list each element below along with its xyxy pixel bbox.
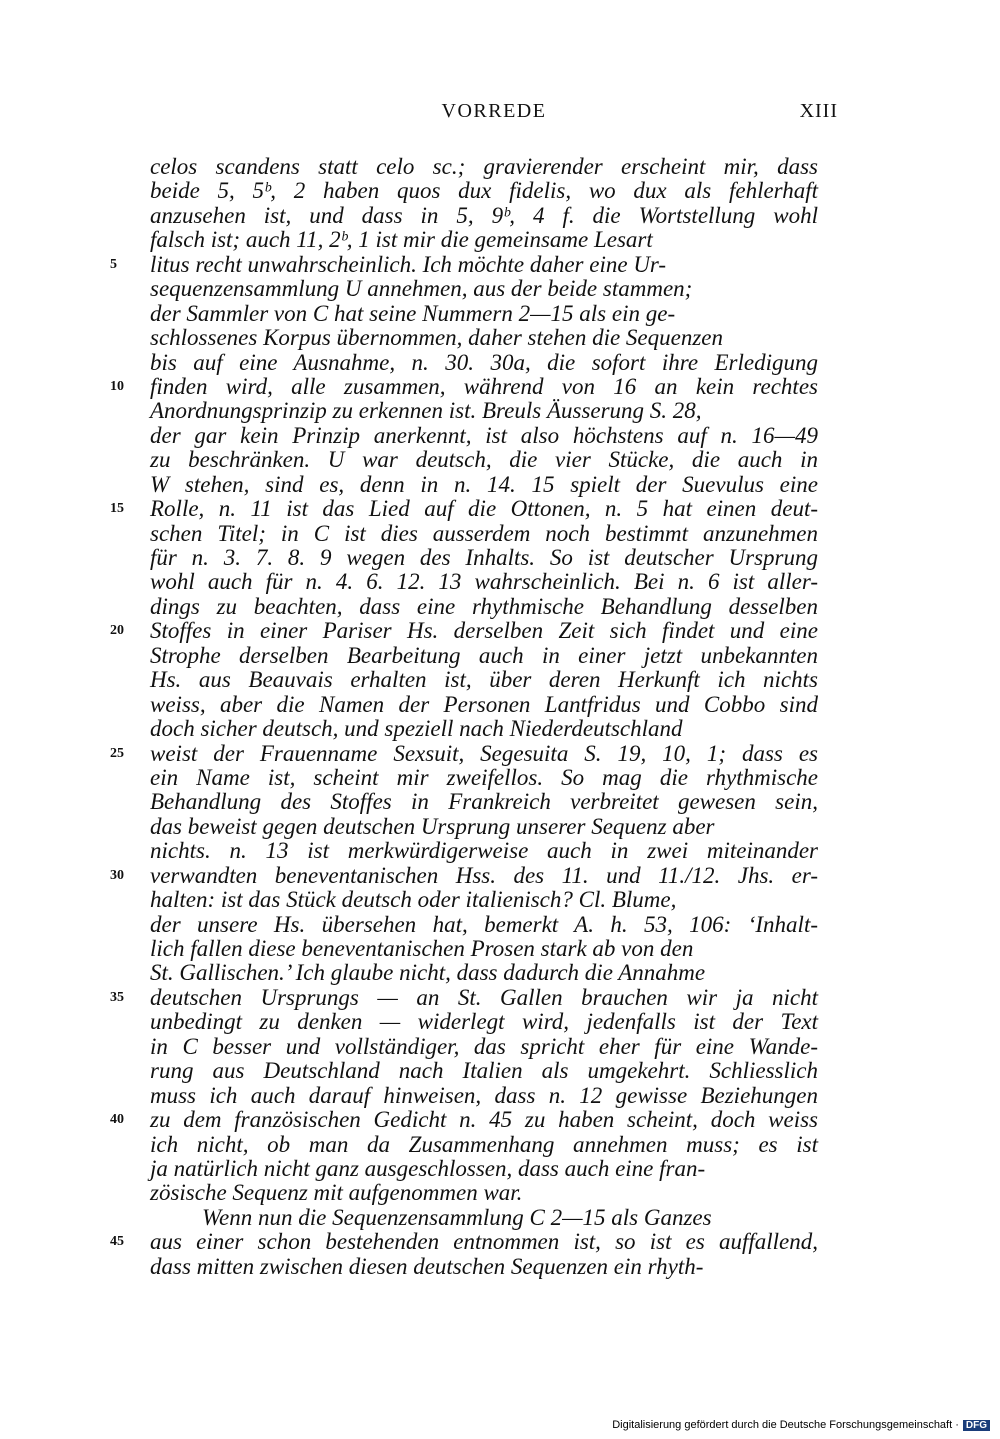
line-number: 35 xyxy=(110,989,124,1005)
line-text: Stoffes in einer Pariser Hs. derselben Zeit sich findet und eine xyxy=(150,618,818,644)
line-text: bis auf eine Ausnahme, n. 30. 30a, die sofort ihre Erledigung xyxy=(150,349,818,375)
line-text: der unsere Hs. übersehen hat, bemerkt A. h. 53, 106: ‘Inhalt- xyxy=(150,911,818,937)
text-line xyxy=(110,862,818,888)
text-line xyxy=(110,373,818,399)
text-line xyxy=(150,790,818,814)
text-line xyxy=(150,1084,818,1108)
line-text: Anordnungsprinzip zu erkennen ist. Breuls Äusserung S. 28, xyxy=(150,398,702,424)
text-line xyxy=(150,228,818,252)
text-line xyxy=(150,302,818,326)
line-text: weist der Frauenname Sexsuit, Segesuita S. 19, 10, 1; dass es xyxy=(150,740,818,766)
text-line xyxy=(150,204,818,228)
line-text: doch sicher deutsch, und speziell nach Niederdeutschland xyxy=(150,716,683,742)
text-line xyxy=(150,1255,818,1279)
line-text: Behandlung des Stoffes in Frankreich verbreitet gewesen sein, xyxy=(150,789,818,815)
text-line xyxy=(150,1010,818,1034)
line-text: das beweist gegen deutschen Ursprung unserer Sequenz aber xyxy=(150,813,715,839)
text-line xyxy=(150,644,818,668)
text-line xyxy=(150,839,818,863)
text-line xyxy=(150,815,818,839)
line-text: rung aus Deutschland nach Italien als umgekehrt. Schliesslich xyxy=(150,1058,818,1084)
text-line xyxy=(150,155,818,179)
line-text: beide 5, 5ᵇ, 2 haben quos dux fidelis, wo dux als fehlerhaft xyxy=(150,178,818,204)
text-line xyxy=(150,277,818,301)
text-line xyxy=(110,740,818,766)
body-text xyxy=(110,154,818,1279)
text-line xyxy=(150,1157,818,1181)
line-number: 25 xyxy=(110,745,124,761)
line-text: der Sammler von C hat seine Nummern 2—15 als ein ge- xyxy=(150,300,676,326)
line-text: zu beschränken. U war deutsch, die vier Stücke, die auch in xyxy=(150,447,818,473)
line-text: litus recht unwahrscheinlich. Ich möchte daher eine Ur- xyxy=(150,251,667,277)
line-number: 30 xyxy=(110,867,124,883)
line-text: ein Name ist, scheint mir zweifellos. So mag die rhythmische xyxy=(150,764,818,790)
line-text: anzusehen ist, und dass in 5, 9ᵇ, 4 f. die Wortstellung wohl xyxy=(150,202,818,228)
line-number: 10 xyxy=(110,378,124,394)
text-line xyxy=(150,937,818,961)
running-title: VORREDE xyxy=(441,100,547,122)
text-line xyxy=(150,961,818,985)
line-text: dings zu beachten, dass eine rhythmische Behandlung desselben xyxy=(150,593,818,619)
line-text: Wenn nun die Sequenzensammlung C 2—15 als Ganzes xyxy=(202,1204,712,1230)
line-number: 15 xyxy=(110,501,124,517)
line-text: falsch ist; auch 11, 2ᵇ, 1 ist mir die gemeinsame Lesart xyxy=(150,227,653,253)
line-number: 40 xyxy=(110,1112,124,1128)
line-text: für n. 3. 7. 8. 9 wegen des Inhalts. So ist deutscher Ursprung xyxy=(150,545,818,570)
text-line xyxy=(150,693,818,717)
text-line xyxy=(150,546,818,570)
text-line xyxy=(150,1133,818,1157)
funding-footer xyxy=(612,1419,990,1431)
line-text: zösische Sequenz mit aufgenommen war. xyxy=(150,1180,523,1206)
line-text: schlossenes Korpus übernommen, daher stehen die Sequenzen xyxy=(150,325,723,351)
text-line xyxy=(150,595,818,619)
line-text: verwandten beneventanischen Hss. des 11. und 11./12. Jhs. er- xyxy=(150,862,818,888)
line-text: unbedingt zu denken — widerlegt wird, jedenfalls ist der Text xyxy=(150,1009,818,1035)
line-text: schen Titel; in C ist dies ausserdem noch bestimmt anzunehmen xyxy=(150,520,818,546)
line-text: aus einer schon bestehenden entnommen ist, so ist es auffallend, xyxy=(150,1229,818,1255)
line-text: wohl auch für n. 4. 6. 12. 13 wahrscheinlich. Bei n. 6 ist aller- xyxy=(150,569,818,595)
line-text: deutschen Ursprungs — an St. Gallen brauchen wir ja nicht xyxy=(150,984,818,1010)
dfg-logo: DFG xyxy=(963,1420,990,1431)
line-text: lich fallen diese beneventanischen Prosen stark ab von den xyxy=(150,936,694,961)
line-text: zu dem französischen Gedicht n. 45 zu haben scheint, doch weiss xyxy=(150,1107,818,1133)
text-line xyxy=(150,424,818,448)
running-header xyxy=(150,100,838,130)
line-text: nichts. n. 13 ist merkwürdigerweise auch in zwei miteinander xyxy=(150,838,818,864)
text-line xyxy=(150,1206,818,1230)
line-number: 45 xyxy=(110,1234,124,1250)
text-line xyxy=(110,1107,818,1133)
line-text: sequenzensammlung U annehmen, aus der beide stammen; xyxy=(150,276,693,302)
line-text: muss ich auch darauf hinweisen, dass n. 12 gewisse Beziehungen xyxy=(150,1082,818,1108)
line-text: dass mitten zwischen diesen deutschen Sequenzen ein rhyth- xyxy=(150,1253,704,1279)
line-number: 20 xyxy=(110,623,124,639)
line-text: finden wird, alle zusammen, während von 16 an kein rechtes xyxy=(150,373,818,399)
line-text: celos scandens statt celo sc.; gravierender erscheint mir, dass xyxy=(150,154,818,179)
text-line xyxy=(150,766,818,790)
text-line xyxy=(150,351,818,375)
line-number: 5 xyxy=(110,256,117,272)
text-line xyxy=(150,179,818,203)
text-line xyxy=(150,473,818,497)
text-line xyxy=(150,448,818,472)
text-line xyxy=(110,618,818,644)
text-line xyxy=(150,1035,818,1059)
line-text: ich nicht, ob man da Zusammenhang annehmen muss; es ist xyxy=(150,1131,818,1157)
text-line xyxy=(110,984,818,1010)
text-line xyxy=(150,717,818,741)
text-line xyxy=(150,1181,818,1205)
line-text: W stehen, sind es, denn in n. 14. 15 spielt der Suevulus eine xyxy=(150,471,818,497)
text-line xyxy=(110,1229,818,1255)
funding-note: Digitalisierung gefördert durch die Deutsche Forschungsgemeinschaft · xyxy=(612,1419,959,1431)
line-text: St. Gallischen.’ Ich glaube nicht, dass dadurch die Annahme xyxy=(150,960,706,986)
text-line xyxy=(110,251,818,277)
line-text: Strophe derselben Bearbeitung auch in einer jetzt unbekannten xyxy=(150,642,818,668)
text-line xyxy=(150,399,818,423)
line-text: in C besser und vollständiger, das spricht eher für eine Wande- xyxy=(150,1033,818,1059)
line-text: Rolle, n. 11 ist das Lied auf die Ottonen, n. 5 hat einen deut- xyxy=(150,496,818,522)
line-text: der gar kein Prinzip anerkennt, ist also höchstens auf n. 16—49 xyxy=(150,422,818,448)
line-text: ja natürlich nicht ganz ausgeschlossen, dass auch eine fran- xyxy=(150,1155,706,1181)
line-text: Hs. aus Beauvais erhalten ist, über deren Herkunft ich nichts xyxy=(150,667,818,693)
text-line xyxy=(150,522,818,546)
line-text: halten: ist das Stück deutsch oder italienisch? Cl. Blume, xyxy=(150,887,677,913)
text-line xyxy=(110,496,818,522)
text-line xyxy=(150,326,818,350)
line-text: weiss, aber die Namen der Personen Lantfridus und Cobbo sind xyxy=(150,691,818,717)
text-line xyxy=(150,1059,818,1083)
text-line xyxy=(150,888,818,912)
text-line xyxy=(150,668,818,692)
text-line xyxy=(150,913,818,937)
page-number: XIII xyxy=(799,100,838,122)
text-line xyxy=(150,570,818,594)
